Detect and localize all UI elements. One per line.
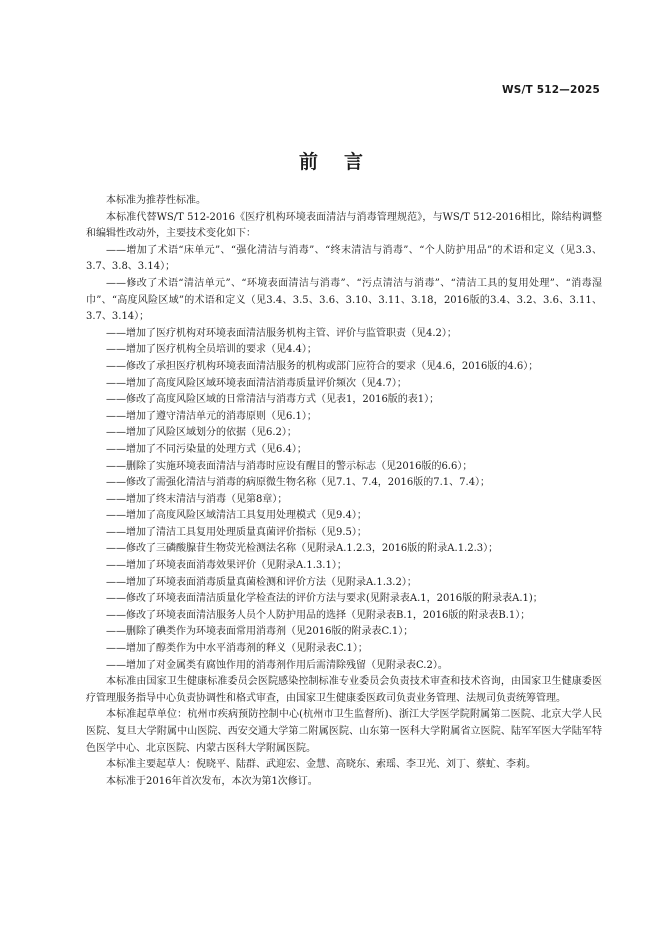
standard-code: WS/T 512—2025 xyxy=(501,84,600,96)
paragraph-drafters: 本标准主要起草人：倪晓平、陆群、武迎宏、金慧、高晓东、索瑶、李卫光、刘丁、蔡虻、李莉。 xyxy=(106,759,536,771)
paragraph-drafting-units: 本标准起草单位：杭州市疾病预防控制中心(杭州市卫生监督所)、浙江大学医学院附属第二医院、北京大学人民医院、复旦大学附属中山医院、西安交通大学第二附属医院、山东第一医科大学附属省立医院、陆军军医大学陆军特色医学中心、北京医院、内蒙古医科大学附属医院。 xyxy=(86,709,602,754)
change-item: ——增加了环境表面消毒效果评价（见附录A.1.3.1）； xyxy=(106,560,347,572)
change-item: ——增加了医疗机构对环境表面清洁服务机构主管、评价与监管职责（见4.2）； xyxy=(106,327,457,339)
change-item: ——增加了终末清洁与消毒（见第8章）； xyxy=(106,493,288,505)
change-item: ——增加了医疗机构全员培训的要求（见4.4）； xyxy=(106,344,317,356)
change-item: ——删除了实施环境表面清洁与消毒时应设有醒目的警示标志（见2016版的6.6）； xyxy=(106,460,473,472)
change-item: ——增加了环境表面消毒质量真菌检测和评价方法（见附录A.1.3.2）； xyxy=(106,576,417,588)
change-item: ——修改了需强化清洁与消毒的病原微生物名称（见7.1、7.4，2016版的7.1、7.4）； xyxy=(106,477,491,489)
change-item: ——增加了对金属类有腐蚀作用的消毒剂作用后需清除残留（见附录表C.2）。 xyxy=(106,659,448,671)
change-item: ——修改了术语“清洁单元”、“环境表面清洁与消毒”、“污点清洁与消毒”、“清洁工具的复用处理”、“消毒湿巾”、“高度风险区域”的术语和定义（见3.4、3.5、3.6、3.10、3.11、3.18，2016版的3.4、3.2、3.6、3.11、3.7、3.14）； xyxy=(86,277,602,323)
change-item: ——增加了不同污染量的处理方式（见6.4）； xyxy=(106,443,307,455)
change-item: ——增加了高度风险区域清洁工具复用处理模式（见9.4）； xyxy=(106,510,367,522)
change-item: ——增加了风险区域划分的依据（见6.2）； xyxy=(106,427,297,439)
paragraph-committee: 本标准由国家卫生健康标准委员会医院感染控制标准专业委员会负责技术审查和技术咨询，由国家卫生健康委医疗管理服务指导中心负责协调性和格式审查，由国家卫生健康委医政司负责业务管理、法规司负责统筹管理。 xyxy=(86,676,602,704)
change-item: ——增加了术语“床单元”、“强化清洁与消毒”、“终末清洁与消毒”、“个人防护用品”的术语和定义（见3.3、3.7、3.8、3.14）； xyxy=(86,244,602,273)
change-item: ——修改了三磷酸腺苷生物荧光检测法名称（见附录A.1.2.3，2016版的附录A.1.2.3）； xyxy=(106,543,499,555)
change-item: ——修改了环境表面清洁质量化学检查法的评价方法与要求(见附录表A.1，2016版的附录表A.1)； xyxy=(106,593,543,605)
change-item: ——增加了清洁工具复用处理质量真菌评价指标（见9.5）； xyxy=(106,526,367,538)
foreword-body xyxy=(86,193,602,790)
paragraph-history: 本标准于2016年首次发布，本次为第1次修订。 xyxy=(106,775,318,787)
change-item: ——增加了遵守清洁单元的消毒原则（见6.1）； xyxy=(106,410,317,422)
change-item: ——修改了承担医疗机构环境表面清洁服务的机构或部门应符合的要求（见4.6，2016版的4.6）； xyxy=(106,360,539,372)
change-item: ——删除了碘类作为环境表面常用消毒剂（见2016版的附录表C.1）； xyxy=(106,626,414,638)
page-title: 前言 xyxy=(298,151,389,173)
change-item: ——修改了高度风险区域的日常清洁与消毒方式（见表1，2016版的表1）； xyxy=(106,394,440,406)
paragraph-recommended: 本标准为推荐性标准。 xyxy=(106,195,206,206)
change-item: ——增加了醇类作为中水平消毒剂的释义（见附录表C.1）； xyxy=(106,643,368,655)
change-item: ——修改了环境表面清洁服务人员个人防护用品的选择（见附录表B.1，2016版的附录表B.1）； xyxy=(106,609,531,621)
change-item: ——增加了高度风险区域环境表面清洁消毒质量评价频次（见4.7）； xyxy=(106,377,407,389)
paragraph-replaces: 本标准代替WS/T 512-2016《医疗机构环境表面清洁与消毒管理规范》，与WS/T 512-2016相比，除结构调整和编辑性改动外，主要技术变化如下： xyxy=(86,211,602,240)
